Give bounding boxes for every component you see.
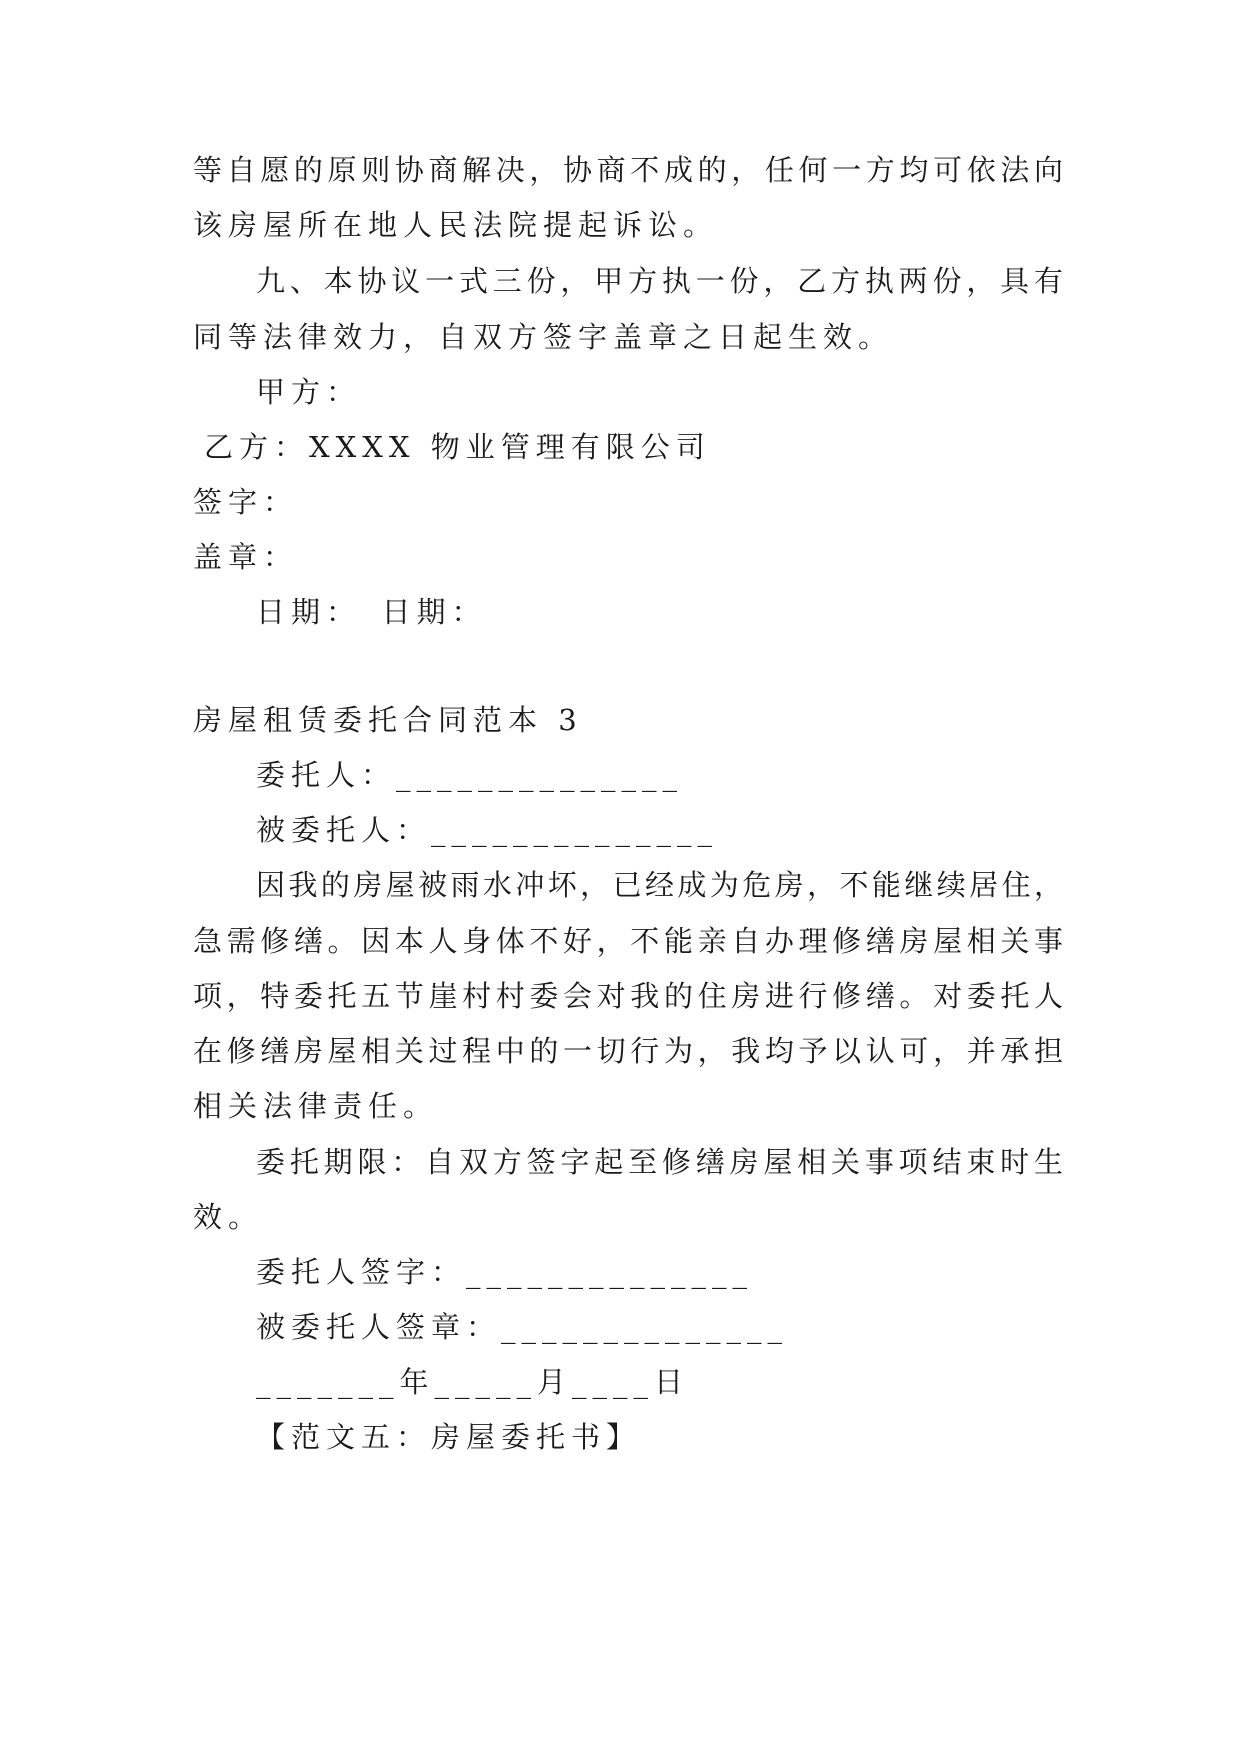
signature-label: 签字： (193, 485, 299, 519)
text-line: 因我的房屋被雨水冲坏，已经成为危房，不能继续居住， (256, 868, 1063, 902)
date-field: _______年_____月____日 (256, 1365, 690, 1399)
text-line: 同等法律效力，自双方签字盖章之日起生效。 (193, 320, 894, 354)
agent-field: 被委托人：______________ (256, 813, 719, 847)
principal-field: 委托人：______________ (256, 758, 684, 792)
text-line: 委托期限：自双方签字起至修缮房屋相关事项结束时生 (256, 1145, 1063, 1179)
text-line: 项，特委托五节崖村村委会对我的住房进行修缮。对委托人 (193, 979, 1063, 1013)
next-section-heading: 【范文五：房屋委托书】 (256, 1420, 642, 1454)
seal-label: 盖章： (193, 540, 299, 574)
party-a-label: 甲方： (256, 375, 362, 409)
party-b-label: 乙方：XXXX 物业管理有限公司 (204, 430, 711, 464)
section-title: 房屋租赁委托合同范本 3 (193, 703, 583, 737)
text-line: 相关法律责任。 (193, 1089, 439, 1123)
date-labels: 日期： 日期： (256, 595, 487, 629)
agent-seal-field: 被委托人签章：______________ (256, 1310, 789, 1344)
text-line: 九、本协议一式三份，甲方执一份，乙方执两份，具有 (256, 264, 1063, 298)
text-line: 效。 (193, 1200, 264, 1234)
text-line: 在修缮房屋相关过程中的一切行为，我均予以认可，并承担 (193, 1034, 1063, 1068)
principal-signature-field: 委托人签字：______________ (256, 1255, 754, 1289)
text-line: 该房屋所在地人民法院提起诉讼。 (193, 208, 719, 242)
text-line: 急需修缮。因本人身体不好，不能亲自办理修缮房屋相关事 (193, 924, 1063, 958)
text-line: 等自愿的原则协商解决，协商不成的，任何一方均可依法向 (193, 153, 1063, 187)
